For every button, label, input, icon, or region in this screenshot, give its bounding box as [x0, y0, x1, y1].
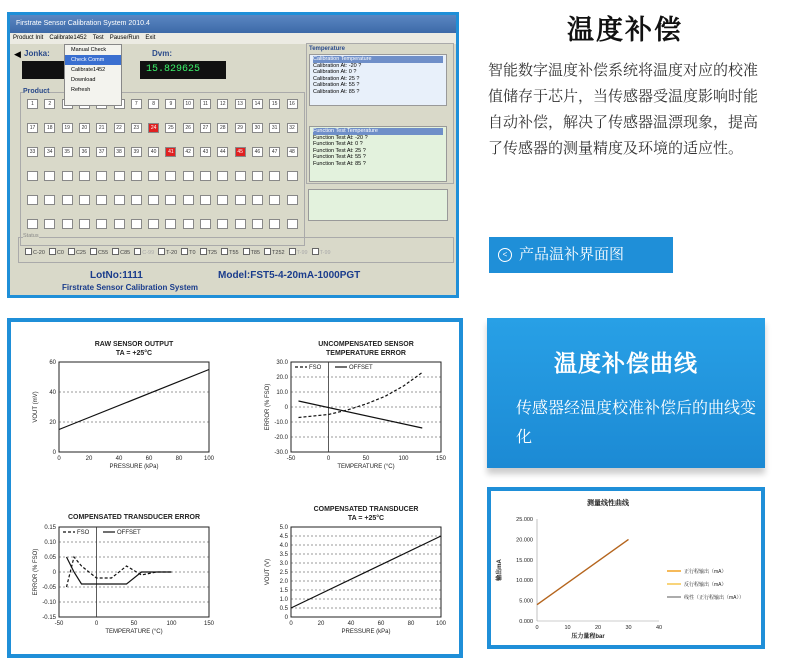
- product-label: Product: [23, 88, 50, 95]
- product-cell-empty[interactable]: [217, 171, 228, 181]
- y-tick-label: 0.15: [44, 525, 56, 531]
- chevron-left-icon: <: [498, 248, 512, 262]
- y-tick-label: 3.0: [279, 561, 288, 567]
- y-tick-label: 1.5: [279, 588, 288, 594]
- product-cell[interactable]: 38: [114, 147, 125, 157]
- curve-title: 温度补偿曲线: [554, 350, 698, 376]
- plot-frame: [59, 527, 209, 617]
- menu-pause-run[interactable]: Pause/Run: [109, 35, 140, 41]
- product-cell-empty[interactable]: [114, 195, 125, 205]
- status-checkbox[interactable]: C-99: [134, 248, 154, 256]
- chart-subtitle: TEMPERATURE ERROR: [326, 350, 406, 357]
- product-cell[interactable]: 33: [27, 147, 38, 157]
- product-cell[interactable]: 11: [200, 99, 211, 109]
- menu-calibrate[interactable]: Calibrate1452: [49, 35, 87, 41]
- chart-title: UNCOMPENSATED SENSOR: [318, 341, 414, 348]
- product-cell[interactable]: 46: [252, 147, 263, 157]
- calibrate-dropdown-menu: [64, 44, 122, 106]
- x-tick-label: 40: [115, 456, 123, 462]
- status-checkbox[interactable]: T-20: [158, 248, 177, 256]
- y-tick-label: 40: [49, 390, 56, 396]
- temperature-title: Temperature: [309, 46, 345, 52]
- product-cell-empty[interactable]: [269, 219, 280, 229]
- pointer-icon: ◀: [14, 49, 21, 59]
- product-cell-empty[interactable]: [44, 195, 55, 205]
- product-cell[interactable]: 28: [217, 123, 228, 133]
- product-cell-empty[interactable]: [62, 195, 73, 205]
- product-cell-empty[interactable]: [165, 171, 176, 181]
- x-tick-label: 60: [145, 456, 153, 462]
- company-name: Firstrate Sensor Calibration System: [62, 283, 199, 292]
- chart-title: RAW SENSOR OUTPUT: [94, 341, 174, 348]
- product-cell[interactable]: 39: [131, 147, 142, 157]
- product-cell[interactable]: 25: [165, 123, 176, 133]
- product-cell-empty[interactable]: [131, 219, 142, 229]
- y-tick-label: 60: [49, 360, 56, 366]
- lot-number: LotNo:1111: [90, 270, 143, 281]
- product-cell-empty[interactable]: [148, 171, 159, 181]
- x-tick-label: 100: [203, 456, 215, 462]
- chart-title: COMPENSATED TRANSDUCER: [313, 506, 419, 513]
- y-tick-label: 0: [52, 570, 56, 576]
- product-cell-empty[interactable]: [217, 195, 228, 205]
- product-cell[interactable]: 22: [114, 123, 125, 133]
- cal-line: Calibration At: -20 ?: [313, 62, 362, 69]
- product-cell-empty[interactable]: [235, 171, 246, 181]
- product-cell[interactable]: 35: [62, 147, 73, 157]
- x-tick-label: 0: [57, 456, 61, 462]
- product-cell-empty[interactable]: [165, 219, 176, 229]
- product-cell-empty[interactable]: [79, 171, 90, 181]
- y-tick-label: 2.0: [279, 579, 288, 585]
- menu-exit[interactable]: Exit: [145, 35, 156, 41]
- product-cell[interactable]: 43: [200, 147, 211, 157]
- y-axis-label: VOUT (V): [265, 558, 271, 586]
- status-checkbox[interactable]: C55: [90, 248, 108, 256]
- legend-label: FSO: [309, 365, 322, 371]
- func-header: Function Test Temperature: [313, 128, 443, 135]
- status-checkbox[interactable]: C85: [112, 248, 130, 256]
- product-cell[interactable]: 7: [131, 99, 142, 109]
- x-tick-label: 0: [326, 456, 331, 462]
- x-tick-label: 100: [435, 621, 447, 627]
- product-cell[interactable]: 16: [287, 99, 298, 109]
- legend-label: OFFSET: [117, 530, 141, 536]
- product-cell[interactable]: 37: [96, 147, 107, 157]
- x-tick-label: 0: [289, 621, 293, 627]
- status-group: [18, 233, 454, 263]
- y-tick-label: 10.000: [516, 578, 533, 585]
- func-line: Function Test At: 85 ?: [313, 160, 366, 167]
- product-cell-empty[interactable]: [235, 219, 246, 229]
- y-tick-label: 2.5: [279, 570, 288, 576]
- legend-label: 反行程输出（mA）: [684, 582, 727, 588]
- x-axis-label: 压力量程bar: [571, 634, 605, 640]
- product-cell[interactable]: 15: [269, 99, 280, 109]
- status-checkbox[interactable]: T85: [243, 248, 260, 256]
- y-tick-label: 15.000: [516, 557, 533, 564]
- product-cell[interactable]: 14: [252, 99, 263, 109]
- x-tick-label: 10: [564, 625, 571, 631]
- series-line: [67, 557, 172, 584]
- status-checkbox[interactable]: C-20: [25, 248, 45, 256]
- product-cell[interactable]: 1: [27, 99, 38, 109]
- calibration-app-window: [7, 12, 459, 298]
- series-line: [291, 536, 441, 608]
- menu-test[interactable]: Test: [92, 35, 104, 41]
- linearity-chart-svg: [491, 491, 761, 645]
- x-tick-label: 100: [166, 621, 177, 627]
- product-cell-empty[interactable]: [96, 219, 107, 229]
- x-axis-label: PRESSURE (kPa): [341, 629, 391, 635]
- product-cell[interactable]: 17: [27, 123, 38, 133]
- x-tick-label: 150: [203, 621, 215, 627]
- info-box: [308, 189, 448, 221]
- product-cell[interactable]: 27: [200, 123, 211, 133]
- y-tick-label: 0.05: [44, 555, 56, 561]
- y-tick-label: 20: [49, 420, 56, 426]
- menu-item-calibrate[interactable]: Calibrate1452: [71, 67, 106, 73]
- product-cell[interactable]: 18: [44, 123, 55, 133]
- product-cell[interactable]: 48: [287, 147, 298, 157]
- calibration-list[interactable]: [309, 54, 447, 106]
- product-cell[interactable]: 8: [148, 99, 159, 109]
- charts-panel: [7, 318, 463, 658]
- y-tick-label: 0: [284, 405, 288, 411]
- status-checkbox[interactable]: C25: [68, 248, 86, 256]
- y-tick-label: -0.10: [42, 600, 56, 606]
- product-cell-empty[interactable]: [114, 219, 125, 229]
- y-tick-label: -0.05: [42, 585, 56, 591]
- product-cell-empty[interactable]: [183, 219, 194, 229]
- x-tick-label: 20: [85, 456, 93, 462]
- product-cell-empty[interactable]: [252, 171, 263, 181]
- y-tick-label: 0.10: [44, 540, 56, 546]
- temperature-panel: [306, 43, 454, 184]
- plot-frame: [291, 362, 441, 452]
- chart-title: COMPENSATED TRANSDUCER ERROR: [67, 514, 201, 521]
- product-cell[interactable]: 47: [269, 147, 280, 157]
- legend-label: FSO: [77, 530, 90, 536]
- product-cell-empty[interactable]: [252, 195, 263, 205]
- x-tick-label: 60: [377, 621, 385, 627]
- status-checkbox[interactable]: T252: [264, 248, 285, 256]
- y-axis-label: VOUT (mV): [33, 391, 39, 423]
- x-tick-label: 150: [435, 456, 447, 462]
- product-cell[interactable]: 21: [96, 123, 107, 133]
- y-axis-label: 输出mA: [497, 559, 503, 581]
- menu-item-refresh[interactable]: Refresh: [71, 87, 91, 93]
- x-tick-label: 80: [407, 621, 415, 627]
- product-cell[interactable]: 10: [183, 99, 194, 109]
- cal-header: Calibration Temperature: [313, 56, 443, 63]
- product-cell-empty[interactable]: [269, 171, 280, 181]
- cal-line: Calibration At: 25 ?: [313, 75, 360, 82]
- product-cell-empty[interactable]: [79, 195, 90, 205]
- product-cell-empty[interactable]: [252, 219, 263, 229]
- model-number: Model:FST5-4-20mA-1000PGT: [218, 270, 361, 281]
- x-tick-label: 50: [130, 621, 138, 627]
- x-tick-label: 100: [398, 456, 409, 462]
- product-cell[interactable]: 34: [44, 147, 55, 157]
- product-cell[interactable]: 44: [217, 147, 228, 157]
- y-tick-label: 3.5: [279, 552, 288, 558]
- x-tick-label: 40: [347, 621, 355, 627]
- x-tick-label: 30: [625, 625, 632, 631]
- y-axis-label: ERROR (% FSO): [265, 383, 271, 431]
- product-cell[interactable]: 42: [183, 147, 194, 157]
- status-checkbox[interactable]: C0: [49, 248, 64, 256]
- func-line: Function Test At: 0 ?: [313, 141, 363, 147]
- temp-comp-desc: 智能数字温度补偿系统将温度对应的校准值储存于芯片，当传感器受温度影响时能自动补偿，解决了传感器温漂现象，提高了传感器的测量精度及环境的适应性。: [488, 62, 759, 157]
- product-cell-empty[interactable]: [287, 171, 298, 181]
- x-tick-label: -50: [54, 621, 64, 627]
- status-checkbox[interactable]: T55: [221, 248, 238, 256]
- product-cell-empty[interactable]: [287, 195, 298, 205]
- product-cell[interactable]: 24: [148, 123, 159, 133]
- series-line: [299, 401, 423, 428]
- status-checkboxes: [19, 238, 453, 256]
- product-cell-empty[interactable]: [148, 195, 159, 205]
- product-cell-empty[interactable]: [200, 195, 211, 205]
- y-tick-label: 10.0: [276, 390, 288, 396]
- series-line: [537, 539, 629, 604]
- product-cell[interactable]: 19: [62, 123, 73, 133]
- product-cell-empty[interactable]: [114, 171, 125, 181]
- status-checkbox[interactable]: T-99: [289, 248, 308, 256]
- product-cell-empty[interactable]: [27, 219, 38, 229]
- product-cell[interactable]: 30: [252, 123, 263, 133]
- product-cell-empty[interactable]: [148, 219, 159, 229]
- y-tick-label: 5.0: [279, 525, 288, 531]
- x-tick-label: 20: [594, 625, 602, 631]
- product-cell-empty[interactable]: [200, 171, 211, 181]
- x-axis-label: TEMPERATURE (°C): [337, 464, 395, 470]
- product-cell-empty[interactable]: [27, 171, 38, 181]
- legend-label: OFFSET: [349, 365, 373, 371]
- y-tick-label: -10.0: [274, 420, 288, 426]
- series-line: [299, 373, 423, 418]
- product-cell[interactable]: 23: [131, 123, 142, 133]
- menu-item-check-comm[interactable]: Check Comm: [65, 55, 121, 65]
- product-cell[interactable]: 32: [287, 123, 298, 133]
- y-tick-label: 20.000: [516, 537, 533, 544]
- product-cell-empty[interactable]: [96, 171, 107, 181]
- product-cell-empty[interactable]: [79, 219, 90, 229]
- product-cell-empty[interactable]: [217, 219, 228, 229]
- y-tick-label: 4.5: [279, 534, 288, 540]
- y-axis-label: ERROR (% FSO): [33, 548, 39, 596]
- x-tick-label: 40: [655, 625, 663, 631]
- product-cell-empty[interactable]: [44, 219, 55, 229]
- product-cell[interactable]: 13: [235, 99, 246, 109]
- y-tick-label: -20.0: [274, 435, 288, 441]
- plot-frame: [59, 362, 209, 452]
- product-cell[interactable]: 31: [269, 123, 280, 133]
- dvm-display: 15.829625: [140, 61, 226, 79]
- y-tick-label: 20.0: [276, 375, 288, 381]
- dvm-label: Dvm:: [152, 49, 173, 58]
- product-ui-button-label: 产品温补界面图: [519, 246, 625, 263]
- y-tick-label: -30.0: [274, 450, 288, 456]
- product-cell-empty[interactable]: [165, 195, 176, 205]
- linearity-chart-panel: [487, 487, 765, 649]
- app-titlebar: Firstrate Sensor Calibration System 2010.4: [10, 15, 456, 33]
- y-tick-label: 0: [52, 450, 56, 456]
- y-tick-label: 4.0: [279, 543, 288, 549]
- product-cell-empty[interactable]: [131, 171, 142, 181]
- x-axis-label: PRESSURE (kPa): [109, 464, 159, 470]
- product-cell-empty[interactable]: [200, 219, 211, 229]
- chart-subtitle: TA = +25°C: [115, 350, 153, 357]
- product-cell-empty[interactable]: [183, 195, 194, 205]
- x-tick-label: -50: [286, 456, 296, 462]
- temp-comp-title: 温度补偿: [567, 15, 683, 45]
- product-cell-empty[interactable]: [96, 195, 107, 205]
- func-line: Function Test At: 25 ?: [313, 147, 366, 154]
- curve-desc: 传感器经温度校准补偿后的曲线变化: [516, 400, 757, 446]
- product-ui-button[interactable]: [489, 237, 673, 273]
- func-line: Function Test At: -20 ?: [313, 134, 368, 141]
- product-cell[interactable]: 12: [217, 99, 228, 109]
- y-tick-label: 0.5: [279, 606, 288, 612]
- cal-line: Calibration At: 85 ?: [313, 88, 360, 95]
- x-tick-label: 0: [94, 621, 99, 627]
- jonka-label: Jonka:: [24, 49, 50, 58]
- status-checkbox[interactable]: T25: [200, 248, 217, 256]
- product-cell-empty[interactable]: [183, 171, 194, 181]
- menu-item-download[interactable]: Download: [71, 77, 96, 83]
- menu-product-init[interactable]: Product Init: [13, 35, 44, 41]
- product-cell[interactable]: 9: [165, 99, 176, 109]
- chart-title: 测量线性曲线: [587, 500, 629, 507]
- product-cell-empty[interactable]: [62, 219, 73, 229]
- y-tick-label: 5.000: [519, 598, 533, 605]
- y-tick-label: 30.0: [276, 360, 288, 366]
- product-cell[interactable]: 45: [235, 147, 246, 157]
- x-tick-label: 80: [175, 456, 183, 462]
- status-checkbox[interactable]: T-99: [312, 248, 331, 256]
- chart-subtitle: TA = +25°C: [347, 515, 385, 522]
- y-tick-label: 1.0: [279, 597, 288, 603]
- product-cell[interactable]: 29: [235, 123, 246, 133]
- product-cell-empty[interactable]: [44, 171, 55, 181]
- y-tick-label: 0: [284, 615, 288, 621]
- menu-item-manual-check[interactable]: Manual Check: [71, 47, 107, 53]
- product-cell-empty[interactable]: [27, 195, 38, 205]
- product-cell[interactable]: 2: [44, 99, 55, 109]
- cal-line: Calibration At: 55 ?: [313, 82, 360, 88]
- cal-line: Calibration At: 0 ?: [313, 69, 357, 75]
- function-test-list[interactable]: [309, 126, 447, 182]
- product-cell-empty[interactable]: [235, 195, 246, 205]
- product-cell-empty[interactable]: [269, 195, 280, 205]
- product-cell-empty[interactable]: [287, 219, 298, 229]
- x-tick-label: 0: [535, 625, 539, 631]
- product-cell-empty[interactable]: [62, 171, 73, 181]
- product-cell[interactable]: 36: [79, 147, 90, 157]
- x-tick-label: 50: [362, 456, 370, 462]
- x-axis-label: TEMPERATURE (°C): [105, 629, 163, 635]
- product-cell[interactable]: 26: [183, 123, 194, 133]
- legend-label: 正行程输出（mA）: [684, 569, 727, 575]
- x-tick-label: 20: [317, 621, 325, 627]
- series-line: [59, 370, 209, 430]
- y-tick-label: 25.000: [516, 517, 533, 523]
- status-checkbox[interactable]: T0: [181, 248, 195, 256]
- product-cell-empty[interactable]: [131, 195, 142, 205]
- product-cell[interactable]: 20: [79, 123, 90, 133]
- charts-svg: [11, 322, 459, 654]
- y-tick-label: 0.000: [519, 619, 533, 625]
- product-cell[interactable]: 40: [148, 147, 159, 157]
- status-label: Status: [23, 233, 39, 239]
- product-cell[interactable]: 41: [165, 147, 176, 157]
- legend-label: 线性（正行程输出（mA））: [684, 595, 745, 601]
- y-tick-label: -0.15: [42, 615, 56, 621]
- func-line: Function Test At: 55 ?: [313, 154, 366, 160]
